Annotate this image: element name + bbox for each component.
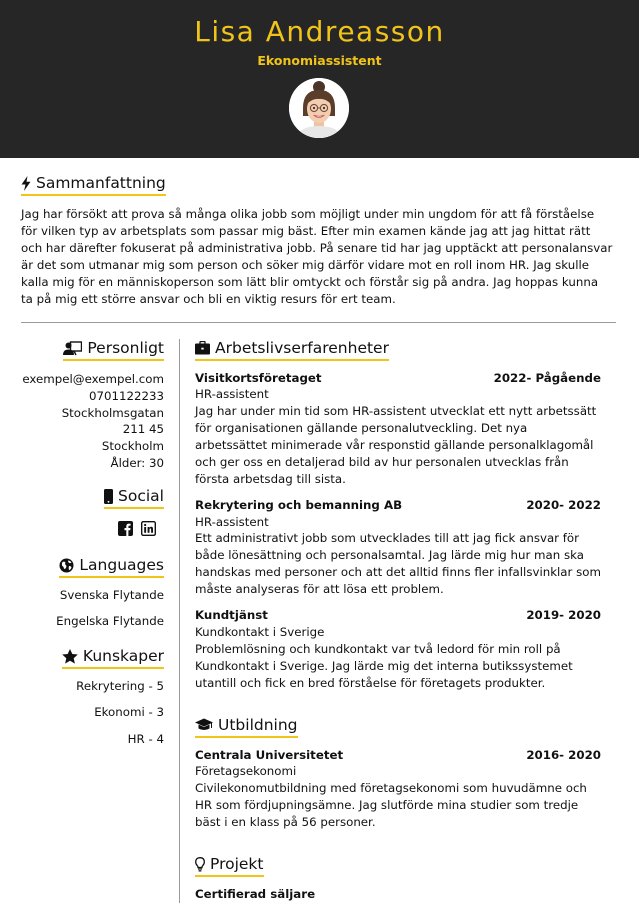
social-heading-label: Social	[118, 487, 164, 505]
star-icon	[62, 649, 78, 664]
age-text: Ålder: 30	[110, 455, 164, 470]
projects-heading-label: Projekt	[210, 855, 264, 873]
linkedin-icon[interactable]	[141, 521, 156, 536]
personal-details	[22, 371, 164, 472]
social-icons	[118, 521, 156, 536]
mobile-icon	[104, 489, 113, 504]
education-entry-header	[195, 748, 601, 762]
skills-heading-label: Kunskaper	[82, 647, 164, 665]
skills-list	[76, 673, 164, 752]
skills-heading	[62, 647, 164, 669]
summary-heading-label: Sammanfattning	[36, 174, 166, 192]
personal-heading	[63, 339, 164, 361]
avatar	[289, 78, 349, 138]
phone-text: 0701122233	[88, 388, 164, 403]
summary-text: Jag har försökt att prova så många olika jobb som möjligt under min ungdom för att få förståelse för vilken typ av arbetsplats som passar mig bäst. Efter min examen kände jag att jag hittat rätt och har därefter fokuserat på administrativa jobb. På senare tid har jag upptäckt att personalansvar är det som utmanar mig som person och söker mig därför vidare mot en roll inom HR. Jag skulle kalla mig för en människoperson som lätt blir omtyckt och förstår sig på andra. Jag hoppas kunna ta på mig ett större ansvar och bli en viktig resurs för ert team.	[21, 207, 613, 306]
globe-icon	[59, 558, 74, 573]
vertical-divider	[179, 339, 180, 903]
education-dates: 2016- 2020	[526, 748, 601, 762]
person-title: Ekonomiassistent	[257, 53, 382, 68]
experience-heading	[195, 339, 389, 361]
education-heading-label: Utbildning	[218, 716, 298, 734]
skill-item: HR - 4	[127, 731, 164, 746]
projects-heading	[195, 855, 264, 877]
experience-entry-header	[195, 371, 601, 385]
bolt-icon	[21, 176, 31, 191]
experience-description: Jag har under min tid som HR-assistent utvecklat ett nytt arbetssätt för organisationen gällande personalutveckling. Det nya arbetssättet minimerade vår responstid gällande personalklagomål och ger oss en detaljerad bild av hur personalen utvecklas från första arbetsdag till sista.	[195, 404, 597, 486]
experience-dates: 2022- Pågående	[493, 371, 601, 385]
briefcase-icon	[195, 341, 210, 355]
horizontal-divider	[21, 322, 616, 323]
email-text: exempel@exempel.com	[22, 372, 164, 386]
language-item: Engelska Flytande	[56, 614, 164, 629]
experience-dates: 2020- 2022	[526, 498, 601, 512]
experience-role: Kundkontakt i Sverige	[195, 625, 325, 639]
graduation-cap-icon	[195, 718, 213, 732]
experience-description: Problemlösning och kundkontakt var två ledord för min roll på Kundkontakt i Sverige. Jag lärde mig det interna butikssystemet utantill och fick en bred förståelse för företagets produkter.	[195, 642, 573, 690]
personal-heading-label: Personligt	[87, 339, 164, 357]
experience-company: Kundtjänst	[195, 608, 268, 622]
education-description: Civilekonomutbildning med företagsekonomi som huvudämne och HR som fördjupningsämne. Jag slutförde mina studier som tredje bäst i en klass på 56 personer.	[195, 781, 587, 829]
id-card-icon	[63, 341, 82, 356]
street-text: Stockholmsgatan	[61, 405, 164, 420]
experience-heading-label: Arbetslivserfarenheter	[215, 339, 389, 357]
zip-text: 211 45	[122, 422, 164, 437]
experience-company: Visitkortsföretaget	[195, 371, 322, 385]
education-program: Företagsekonomi	[195, 764, 297, 778]
languages-heading-label: Languages	[79, 556, 164, 574]
skill-item: Ekonomi - 3	[94, 705, 164, 720]
skill-item: Rekrytering - 5	[76, 679, 164, 693]
experience-company: Rekrytering och bemanning AB	[195, 498, 403, 512]
facebook-icon[interactable]	[118, 521, 133, 536]
language-item: Svenska Flytande	[59, 588, 164, 602]
city-text: Stockholm	[101, 439, 164, 454]
education-heading	[195, 716, 298, 738]
resume-header	[0, 0, 639, 158]
experience-role: HR-assistent	[195, 515, 269, 529]
experience-dates: 2019- 2020	[526, 608, 601, 622]
experience-role: HR-assistent	[195, 387, 269, 401]
project-title: Certifierad säljare	[195, 887, 316, 901]
lightbulb-icon	[195, 857, 205, 872]
social-heading	[104, 487, 164, 509]
project-entry-header	[195, 887, 601, 901]
education-school: Centrala Universitetet	[195, 748, 344, 762]
experience-description: Ett administrativt jobb som utvecklades till att jag fick ansvar för både lönesättning och personalsamtal. Jag lärde mig hur man ska handskas med personer och att det alltid finns fler infallsvinklar som måste analyseras för att lösa ett problem.	[195, 531, 601, 596]
summary-heading	[21, 174, 166, 196]
experience-entry-header	[195, 608, 601, 622]
experience-entry-header	[195, 498, 601, 512]
languages-heading	[59, 556, 164, 578]
person-name: Lisa Andreasson	[194, 15, 445, 48]
languages-list	[56, 582, 164, 635]
